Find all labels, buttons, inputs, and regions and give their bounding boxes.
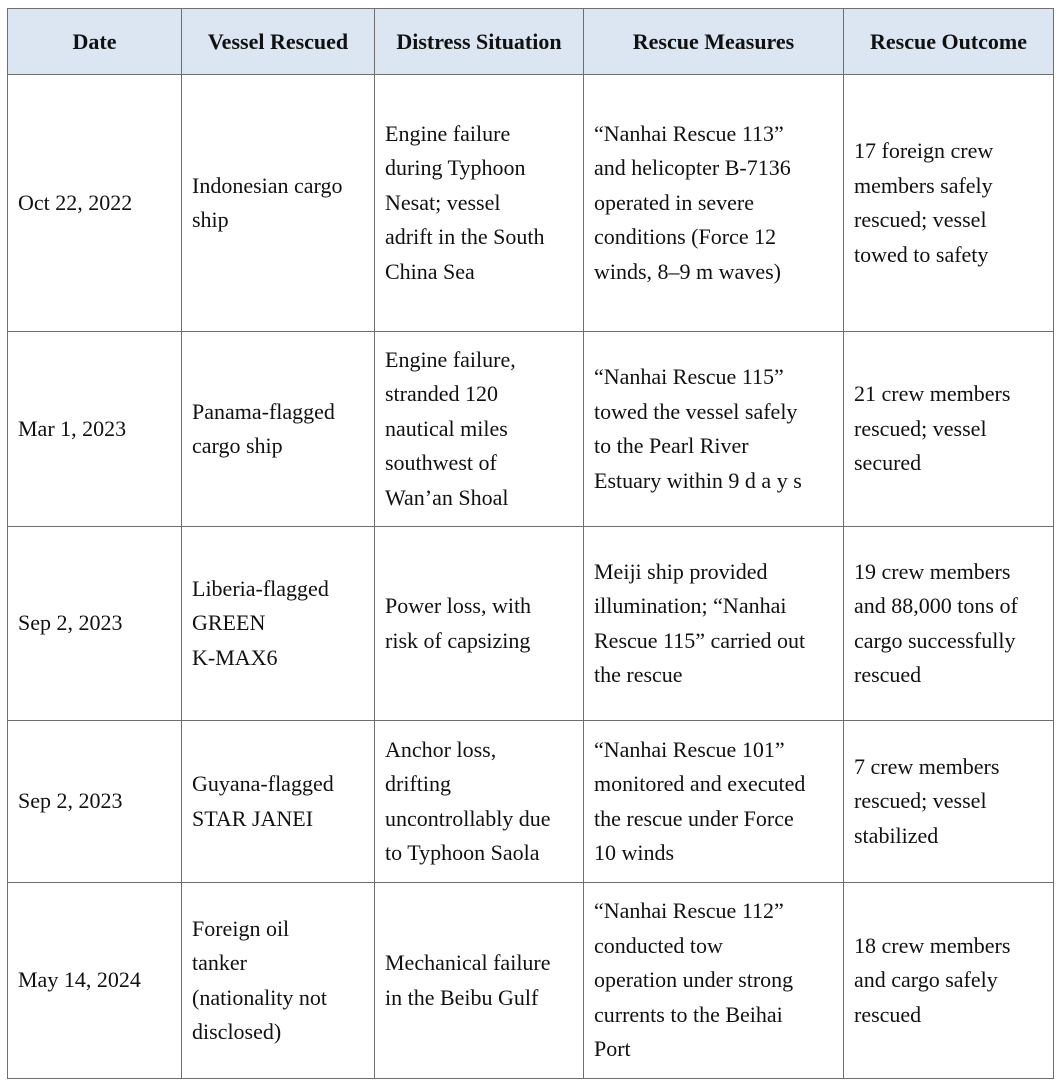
vessel-cell: Guyana-flagged STAR JANEI xyxy=(182,721,375,883)
situation-cell: Power loss, with risk of capsizing xyxy=(375,527,584,721)
date-cell: Mar 1, 2023 xyxy=(8,332,182,527)
measures-cell: “Nanhai Rescue 113” and helicopter B-7136 operated in severe conditions (Force 12 winds, 8–9 m waves) xyxy=(584,75,844,332)
date-cell: May 14, 2024 xyxy=(8,883,182,1079)
date-cell: Sep 2, 2023 xyxy=(8,721,182,883)
rescue-table xyxy=(7,8,1054,1079)
situation-cell: Anchor loss, drifting uncontrollably due to Typhoon Saola xyxy=(375,721,584,883)
table-row xyxy=(8,75,1054,332)
outcome-cell: 18 crew members and cargo safely rescued xyxy=(844,883,1054,1079)
date-cell: Oct 22, 2022 xyxy=(8,75,182,332)
vessel-cell: Liberia-flagged GREEN K-MAX6 xyxy=(182,527,375,721)
situation-cell: Engine failure during Typhoon Nesat; vessel adrift in the South China Sea xyxy=(375,75,584,332)
measures-cell: “Nanhai Rescue 115” towed the vessel safely to the Pearl River Estuary within 9 d a y s xyxy=(584,332,844,527)
header-rescue-outcome: Rescue Outcome xyxy=(844,9,1054,75)
measures-cell: Meiji ship provided illumination; “Nanhai Rescue 115” carried out the rescue xyxy=(584,527,844,721)
vessel-cell: Indonesian cargo ship xyxy=(182,75,375,332)
vessel-cell: Foreign oil tanker (nationality not disclosed) xyxy=(182,883,375,1079)
measures-cell: “Nanhai Rescue 112” conducted tow operation under strong currents to the Beihai Port xyxy=(584,883,844,1079)
table-row xyxy=(8,721,1054,883)
date-cell: Sep 2, 2023 xyxy=(8,527,182,721)
header-rescue-measures: Rescue Measures xyxy=(584,9,844,75)
table-row xyxy=(8,883,1054,1079)
measures-cell: “Nanhai Rescue 101” monitored and executed the rescue under Force 10 winds xyxy=(584,721,844,883)
header-vessel-rescued: Vessel Rescued xyxy=(182,9,375,75)
header-row xyxy=(8,9,1054,75)
outcome-cell: 21 crew members rescued; vessel secured xyxy=(844,332,1054,527)
vessel-cell: Panama-flagged cargo ship xyxy=(182,332,375,527)
header-date: Date xyxy=(8,9,182,75)
outcome-cell: 19 crew members and 88,000 tons of cargo successfully rescued xyxy=(844,527,1054,721)
table-row xyxy=(8,332,1054,527)
header-distress-situation: Distress Situation xyxy=(375,9,584,75)
situation-cell: Mechanical failure in the Beibu Gulf xyxy=(375,883,584,1079)
table-row xyxy=(8,527,1054,721)
situation-cell: Engine failure, stranded 120 nautical miles southwest of Wan’an Shoal xyxy=(375,332,584,527)
outcome-cell: 17 foreign crew members safely rescued; vessel towed to safety xyxy=(844,75,1054,332)
outcome-cell: 7 crew members rescued; vessel stabilized xyxy=(844,721,1054,883)
